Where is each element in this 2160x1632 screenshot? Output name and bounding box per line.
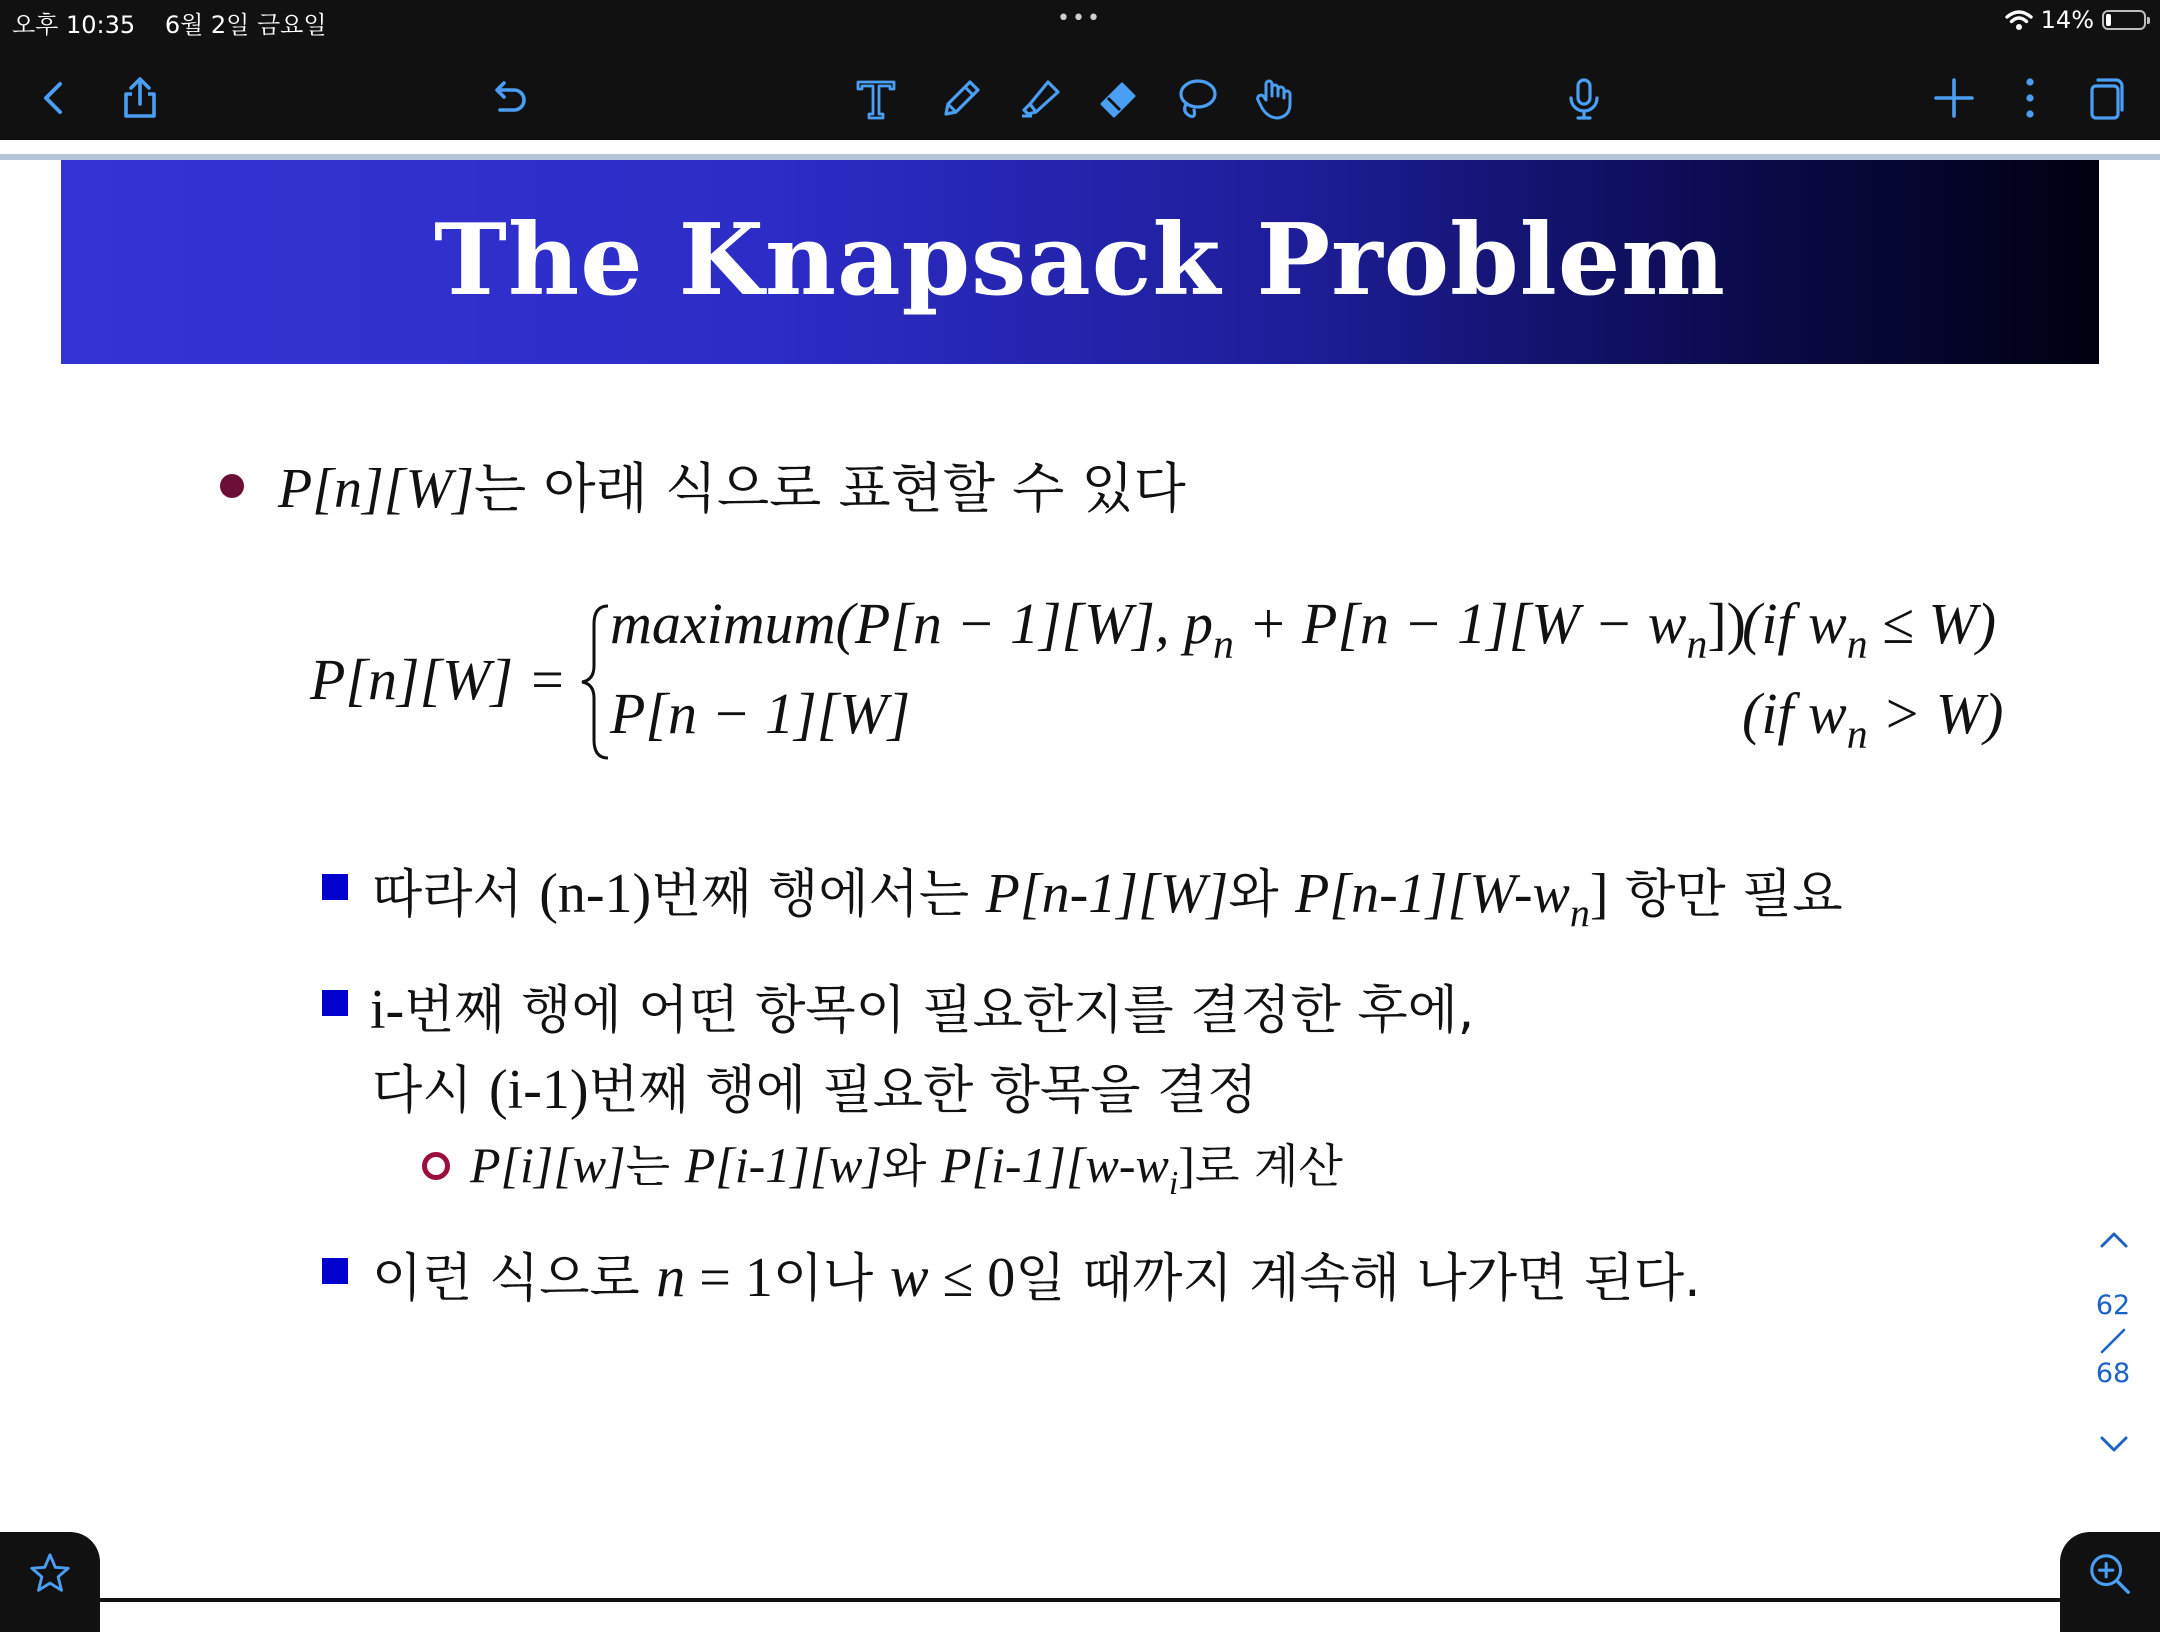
item-3-text-2: 일 때까지 계속해 나가면 된다. — [1015, 1249, 1701, 1309]
item-2-text-2: 번째 행에 필요한 항목을 결정 — [588, 1061, 1258, 1121]
multitasking-dots[interactable]: ••• — [1057, 6, 1102, 31]
case-1-cond-sub: n — [1846, 621, 1868, 668]
sub-item-math-3: P[i-1][w-w — [941, 1137, 1169, 1193]
case-1-cond-b: ≤ W) — [1867, 591, 1997, 656]
battery-icon — [2102, 10, 2146, 30]
bullet-square — [322, 990, 348, 1016]
item-2-index: (i-1) — [489, 1059, 589, 1121]
undo-button[interactable] — [480, 70, 536, 126]
slide-title: The Knapsack Problem — [434, 202, 1726, 318]
page-up-button[interactable] — [2098, 1228, 2130, 1252]
case-1-arg-b: + P[n − 1][W − w — [1233, 591, 1687, 656]
star-icon — [27, 1551, 73, 1597]
share-button[interactable] — [112, 70, 168, 126]
hand-tool-button[interactable] — [1246, 70, 1302, 126]
item-1-mid-1: 번째 행에서는 — [651, 865, 986, 925]
status-time: 오후 10:35 — [12, 11, 136, 39]
item-2-text-1: 번째 행에 어떤 항목이 필요한지를 결정한 후에, — [404, 981, 1475, 1041]
add-page-button[interactable] — [1926, 70, 1982, 126]
bullet-1-text: 는 아래 식으로 표현할 수 있다 — [474, 457, 1186, 520]
item-3 — [372, 1236, 1701, 1311]
zoom-button[interactable] — [2060, 1532, 2160, 1632]
pen-icon — [936, 74, 984, 122]
page-navigator — [2088, 1220, 2138, 1460]
recurrence-equation — [308, 590, 2028, 790]
equation-case-2-condition — [1742, 680, 2004, 758]
item-2-pre-2: 다시 — [372, 1061, 489, 1121]
more-button[interactable] — [2002, 70, 2058, 126]
case-1-arg-c: ]) — [1707, 591, 1746, 656]
item-3-text-1: 이나 — [772, 1249, 890, 1309]
lasso-icon — [1172, 74, 1220, 122]
item-1-math-2: P[n-1][W-w — [1295, 863, 1570, 925]
item-3-pre: 이런 식으로 — [372, 1249, 657, 1309]
sub-item-text-2: 와 — [881, 1139, 942, 1193]
page-down-button[interactable] — [2098, 1432, 2130, 1456]
zoom-in-icon — [2087, 1551, 2133, 1597]
item-1-index: (n-1) — [539, 863, 652, 925]
bullet-square — [322, 874, 348, 900]
battery-level — [2106, 14, 2111, 26]
bullet-dot — [220, 474, 244, 498]
wifi-icon — [2005, 9, 2033, 31]
microphone-icon — [1560, 74, 1608, 122]
item-1-pre: 따라서 — [372, 865, 540, 925]
status-bar-left — [12, 5, 349, 40]
more-vertical-icon — [2006, 74, 2054, 122]
back-button[interactable] — [26, 70, 82, 126]
share-icon — [116, 74, 164, 122]
case-2-cond-a: (if w — [1742, 681, 1847, 746]
sub-item-text-3: 로 계산 — [1194, 1139, 1343, 1193]
sub-item-math-2: P[i-1][w] — [684, 1137, 882, 1193]
back-chevron-icon — [30, 74, 78, 122]
item-3-math-1: n — [656, 1244, 686, 1309]
case-1-sub-a: n — [1213, 621, 1234, 668]
equation-lhs: P[n][W] = — [310, 647, 567, 712]
bottom-strip — [0, 1602, 2160, 1620]
sub-item-text-1: 는 — [625, 1139, 685, 1193]
case-2-cond-sub: n — [1846, 711, 1868, 758]
battery-percent: 14% — [2040, 6, 2094, 34]
favorite-button[interactable] — [0, 1532, 100, 1632]
hand-pointer-icon — [1250, 74, 1298, 122]
item-1-post: 항만 필요 — [1608, 865, 1843, 925]
add-icon — [1930, 74, 1978, 122]
case-1-arg-a: (P[n − 1][W], p — [835, 591, 1213, 656]
status-date: 6월 2일 금요일 — [164, 11, 327, 39]
bullet-1-math: P[n][W] — [278, 458, 475, 520]
text-tool-button[interactable] — [848, 70, 904, 126]
bullet-ring — [422, 1152, 450, 1180]
item-2-line-2 — [372, 1048, 1257, 1123]
case-2-cond-b: > W) — [1867, 681, 2004, 746]
item-1-mid-2: 와 — [1228, 865, 1296, 925]
total-page-number: 68 — [2095, 1358, 2131, 1389]
item-1-math-1: P[n-1][W] — [985, 863, 1229, 925]
item-2-line-1 — [370, 968, 1474, 1043]
pages-icon — [2082, 74, 2130, 122]
item-1-math-2-end: ] — [1589, 863, 1609, 925]
item-1 — [372, 852, 1843, 935]
item-3-math-2: w — [889, 1244, 929, 1309]
sub-item-math-3-end: ] — [1178, 1137, 1195, 1193]
current-page-number: 62 — [2095, 1290, 2131, 1321]
text-tool-icon — [852, 74, 900, 122]
case-1-sub-b: n — [1686, 621, 1708, 668]
status-bar-right — [2005, 3, 2146, 37]
item-2-prefix: i- — [370, 979, 405, 1041]
undo-icon — [484, 74, 532, 122]
left-brace-icon — [576, 604, 612, 760]
item-1-math-2-sub: n — [1569, 890, 1590, 935]
equation-case-1-condition — [1742, 590, 1997, 668]
pen-tool-button[interactable] — [932, 70, 988, 126]
equation-case-2: P[n − 1][W] — [610, 681, 911, 746]
equation-case-1 — [610, 590, 1746, 668]
top-toolbar — [0, 0, 2160, 140]
page-separator-icon — [2100, 1328, 2126, 1354]
slide-title-banner — [61, 160, 2099, 364]
sub-item-math-3-sub: i — [1168, 1164, 1179, 1202]
case-1-cond-a: (if w — [1742, 591, 1847, 656]
sub-item-math-1: P[i][w] — [470, 1137, 626, 1193]
highlighter-icon — [1016, 74, 1064, 122]
eraser-tool-button[interactable] — [1090, 70, 1146, 126]
sub-item — [470, 1130, 1343, 1202]
eraser-icon — [1094, 74, 1142, 122]
bullet-1 — [278, 446, 1186, 523]
item-3-eq-1: = 1 — [685, 1247, 773, 1309]
microphone-button[interactable] — [1556, 70, 1612, 126]
bullet-square — [322, 1258, 348, 1284]
item-3-eq-2: ≤ 0 — [928, 1247, 1016, 1309]
case-1-function: maximum — [610, 591, 836, 656]
pages-button[interactable] — [2078, 70, 2134, 126]
highlighter-tool-button[interactable] — [1012, 70, 1068, 126]
lasso-tool-button[interactable] — [1168, 70, 1224, 126]
